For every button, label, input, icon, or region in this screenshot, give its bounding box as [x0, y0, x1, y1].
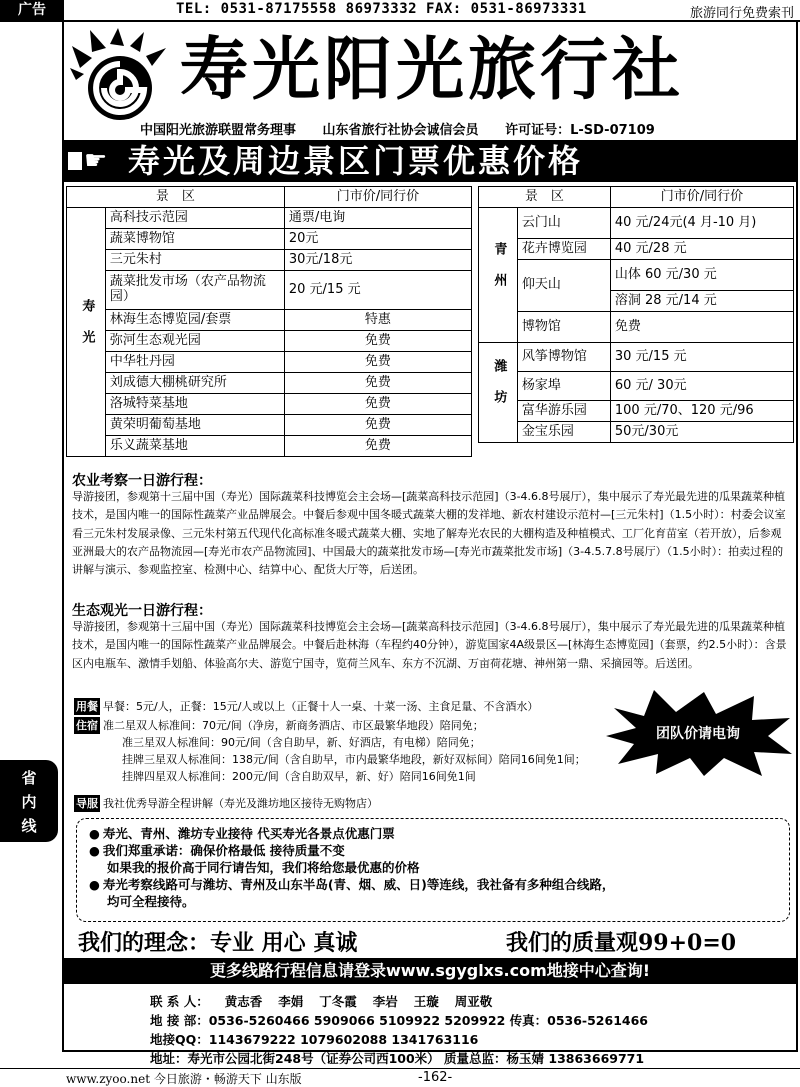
scenic-price: 40 元/28 元: [610, 239, 793, 260]
table-row: [67, 415, 472, 436]
sub-header: [140, 119, 677, 138]
table-row: [67, 229, 472, 250]
top-contact: TEL: 0531-87175558 86973332 FAX: 0531-86973331: [176, 1, 587, 17]
table-row: [67, 250, 472, 271]
region-label-shouguang: 寿光: [67, 208, 106, 457]
slogan-philosophy: 我们的理念：专业 用心 真诚: [78, 930, 358, 956]
table-row: [67, 436, 472, 457]
scenic-price: 免费: [284, 331, 471, 352]
stay-line: 准三星双人标准间：90元/间（含自助早，新、好酒店，有电梯）陪同免；: [122, 736, 481, 749]
scenic-price: 免费: [284, 436, 471, 457]
scenic-name: 乐义蔬菜基地: [105, 436, 284, 457]
bullet-item: ● 寿光考察线路可与潍坊、青州及山东半岛(青、烟、威、日)等连线，我社备有多种组合线路，: [89, 876, 777, 893]
scenic-price: 免费: [284, 394, 471, 415]
scenic-price: 20 元/15 元: [284, 271, 471, 310]
table-row: [479, 239, 794, 260]
person: 王璇: [413, 994, 439, 1009]
scenic-price: 免费: [284, 415, 471, 436]
scenic-price: 100 元/70、120 元/96: [610, 401, 793, 422]
bullet-item: ● 寿光、青州、潍坊专业接待 代买寿光各景点优惠门票: [89, 825, 777, 842]
guide-tag: 导服: [76, 797, 98, 810]
table-row: [479, 422, 794, 443]
left-price-table: [66, 186, 472, 457]
scenic-price: 30元/18元: [284, 250, 471, 271]
person: 李岩: [372, 994, 398, 1009]
scenic-name: 风筝博物馆: [517, 343, 610, 372]
stay-line: 挂牌三星双人标准间：138元/间（含自助早，市内最繁华地段，新好双标间）陪同16间免1间；: [122, 753, 586, 766]
footer-divider: [0, 1068, 800, 1069]
scenic-name: 刘成德大棚桃研究所: [105, 373, 284, 394]
member-2: 山东省旅行社协会诚信会员: [322, 123, 479, 138]
contact-address: 地址：寿光市公园北街248号（证券公司西100米） 质量总监：杨玉婧 13863669771: [150, 1051, 645, 1066]
person: 黄志香: [224, 994, 263, 1009]
scenic-price: 40 元/24元(4 月-10 月): [610, 208, 793, 239]
right-price-table: [478, 186, 794, 443]
region-label-weifang: 潍坊: [479, 343, 518, 443]
sun-logo-icon: [70, 28, 178, 124]
table-row: [67, 352, 472, 373]
scenic-price: 30 元/15 元: [610, 343, 793, 372]
top-right-label: 旅游同行免费索刊: [689, 6, 794, 21]
page-number: -162-: [418, 1070, 453, 1085]
pointing-hand-icon: ☛: [84, 146, 108, 176]
section-title: 寿光及周边景区门票优惠价格: [128, 142, 584, 180]
scenic-price: 免费: [284, 352, 471, 373]
scenic-price: 溶洞 28 元/14 元: [610, 291, 793, 312]
company-name: 寿光阳光旅行社: [180, 30, 685, 110]
table-header-row: [67, 187, 472, 208]
col-header-price: 门市价/同行价: [610, 187, 793, 208]
guide-text: 我社优秀导游全程讲解（寿光及潍坊地区接待无购物店）: [103, 797, 378, 810]
itinerary-2-text: 导游接团，参观第十三届中国（寿光）国际蔬菜科技博览会主会场—[蔬菜高科技示范园]（3-4.6.8号展厅），集中展示了寿光最先进的瓜果蔬菜种植技术，是国内唯一的国际性蔬菜产业品牌展会。中餐后赴林海（车程约40分钟），游览国家4A级景区—[林海生态博览园]（套票，约2.5小时）：含景区内电瓶车、激情手划船、体验高尔夫、游览宁国寺，览荷兰风车、东方不沉湖、万亩荷花塘、神州第一鼎、采摘园等。后送团。: [72, 620, 787, 670]
scenic-price: 60 元/ 30元: [610, 372, 793, 401]
person: 周亚敬: [454, 994, 493, 1009]
scenic-price: 山体 60 元/30 元: [610, 260, 793, 291]
table-header-row: [479, 187, 794, 208]
scenic-name: 蔬菜批发市场（农产品物流园）: [105, 271, 284, 310]
contacts-block: [150, 992, 648, 1068]
scenic-price: 20元: [284, 229, 471, 250]
col-header-price: 门市价/同行价: [284, 187, 471, 208]
table-row: [67, 394, 472, 415]
table-row: [479, 312, 794, 343]
region-label-qingzhou: 青州: [479, 208, 518, 343]
contact-people: [150, 992, 648, 1011]
meal-tag: 用餐: [76, 700, 98, 713]
scenic-price: 50元/30元: [610, 422, 793, 443]
table-row: [67, 271, 472, 310]
scenic-name: 高科技示范园: [105, 208, 284, 229]
bullet-item: 均可全程接待。: [107, 894, 195, 909]
scenic-name: 黄荣明葡萄基地: [105, 415, 284, 436]
itinerary-1-title: 农业考察一日游行程：: [72, 473, 212, 489]
itinerary-2-title: 生态观光一日游行程：: [72, 603, 212, 619]
footer: [0, 1068, 800, 1087]
license-number: 许可证号：L-SD-07109: [505, 123, 655, 138]
scenic-name: 蔬菜博物馆: [105, 229, 284, 250]
table-row: [67, 331, 472, 352]
person: 丁冬霞: [319, 994, 357, 1009]
side-tab: [0, 760, 58, 842]
bullet-square-icon: [68, 152, 82, 170]
slogan-quality: 我们的质量观99+0=0: [506, 930, 737, 956]
contact-phones: 地 接 部：0536-5260466 5909066 5109922 5209922 传真：0536-5261466: [150, 1013, 648, 1028]
scenic-name: 洛城特菜基地: [105, 394, 284, 415]
guide-info: [74, 795, 378, 812]
itinerary-1-text: 导游接团，参观第十三届中国（寿光）国际蔬菜科技博览会主会场—[蔬菜高科技示范园]（3-4.6.8号展厅），集中展示了寿光最先进的瓜果蔬菜种植技术，是国内唯一的国际性蔬菜产业品牌展会。中餐后参观中国冬暖式蔬菜大棚的发祥地、新农村建设示范村—[三元朱村]（1.5小时）：村委会议室看三元朱村发展录像、三元朱村第五代现代化高标准冬暖式蔬菜大棚、实地了解寿光农民的大棚构造及种植模式、工厂化育苗室（若开放），后参观亚洲最大的农产品物流园—[寿光市农产品物流园]、中国最大的蔬菜批发市场—[寿光市蔬菜批发市场]（3-4.5.7.8号展厅）（1.5小时）：拍卖过程的讲解与演示、参观监控室、检测中心、结算中心、配货大厅等，后送团。: [72, 490, 786, 577]
scenic-name: 富华游乐园: [517, 401, 610, 422]
scenic-name: 博物馆: [517, 312, 610, 343]
ad-tag: 广告: [0, 0, 64, 20]
stay-line: 挂牌四星双人标准间：200元/间（含自助双早，新、好）陪同16间免1间: [122, 770, 476, 783]
col-header-scenic: 景 区: [479, 187, 611, 208]
table-row: [479, 401, 794, 422]
member-1: 中国阳光旅游联盟常务理事: [140, 123, 297, 138]
table-row: [67, 208, 472, 229]
title-bar: [64, 140, 796, 182]
promise-box: [76, 818, 790, 922]
meal-text: 早餐：5元/人，正餐：15元/人或以上（正餐十人一桌、十菜一汤、主食足量、不含酒水）: [103, 700, 539, 713]
footer-site: www.zyoo.net 今日旅游・畅游天下 山东版: [66, 1072, 302, 1086]
scenic-name: 杨家埠: [517, 372, 610, 401]
scenic-name: 花卉博览园: [517, 239, 610, 260]
stay-info: [74, 717, 586, 785]
scenic-price: 特惠: [284, 310, 471, 331]
website-bar: 更多线路行程信息请登录www.sgyglxs.com地接中心查询!: [64, 958, 796, 984]
bullet-item: ● 我们郑重承诺：确保价格最低 接待质量不变: [89, 842, 777, 859]
scenic-name: 林海生态博览园/套票: [105, 310, 284, 331]
table-row: [479, 208, 794, 239]
meal-info: [74, 698, 538, 715]
scenic-price: 免费: [610, 312, 793, 343]
contact-qq: 地接QQ：1143679222 1079602088 1341763116: [150, 1032, 479, 1047]
scenic-name: 金宝乐园: [517, 422, 610, 443]
stay-tag: 住宿: [76, 719, 98, 732]
table-row: [67, 310, 472, 331]
scenic-name: 中华牡丹园: [105, 352, 284, 373]
scenic-name: 云门山: [517, 208, 610, 239]
people-label: 联 系 人：: [150, 994, 209, 1009]
table-row: [479, 260, 794, 291]
table-row: [67, 373, 472, 394]
stay-line: 准二星双人标准间：70元/间（净房，新商务酒店、市区最繁华地段）陪同免；: [103, 719, 484, 732]
col-header-scenic: 景 区: [67, 187, 285, 208]
side-tab-label: 省内线: [21, 769, 37, 835]
table-row: [479, 372, 794, 401]
scenic-name: 三元朱村: [105, 250, 284, 271]
burst-text: 团队价请电询: [656, 726, 740, 742]
starburst-badge: [604, 688, 794, 778]
scenic-name: 仰天山: [517, 260, 610, 312]
scenic-price: 通票/电询: [284, 208, 471, 229]
bullet-item: 如果我的报价高于同行请告知，我们将给您最优惠的价格: [107, 860, 420, 875]
scenic-price: 免费: [284, 373, 471, 394]
table-row: [479, 343, 794, 372]
person: 李娟: [278, 994, 304, 1009]
scenic-name: 弥河生态观光园: [105, 331, 284, 352]
